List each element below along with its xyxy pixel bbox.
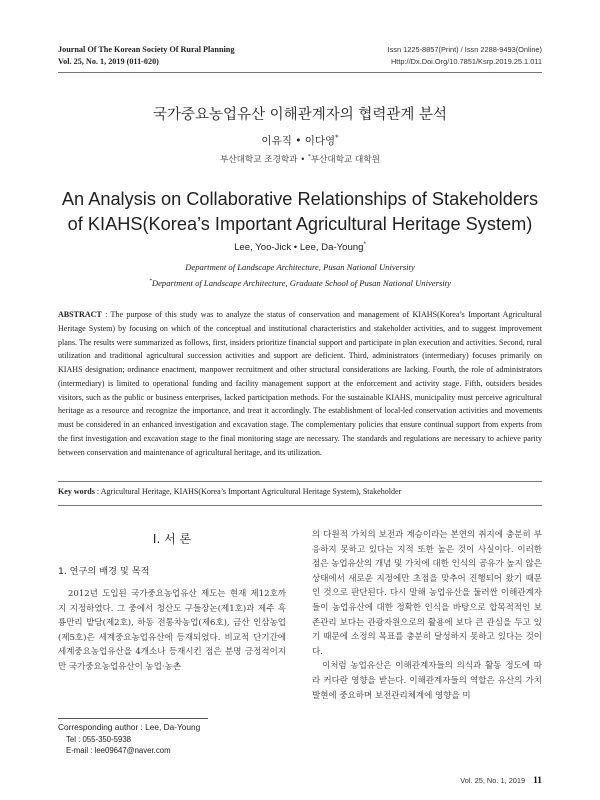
keywords-label: Key words (58, 487, 95, 496)
english-affiliation-mark: * (149, 278, 152, 284)
journal-name: Journal Of The Korean Society Of Rural Planning (58, 45, 235, 54)
english-title: An Analysis on Collaborative Relationships of Stakeholders of KIAHS(Korea’s Important Agricultural Heritage System) (61, 189, 539, 234)
english-affiliation-1: Department of Landscape Architecture, Pusan National University (185, 262, 415, 272)
page-footer (460, 776, 542, 786)
issn-doi-block (388, 44, 542, 67)
doi-line[interactable]: Http://Dx.Doi.Org/10.7851/Ksrp.2019.25.1.011 (390, 56, 542, 66)
abstract-label: ABSTRACT (58, 310, 102, 319)
english-author-mark: * (363, 241, 366, 248)
journal-header (58, 44, 234, 67)
abstract-text: : The purpose of this study was to analyze the status of conservation and management of KIAHS(Korea’s Important Agricultural Heritage System) by focusing on which of the conceptual and institutional characteristics and stakeholder activities, and to suggest improvement plans. The results were summarized as follows, first, insiders prioritize financial support and participate in plan execution and activities. Second, rural utilization and traditional agricultural succession activities and support are deficient. Third, administrators (intermediary) focuses primarily on KIAHS designation; ordinance enactment, manpower recruitment and other structural considerations are lacking. Fourth, the role of administrators (intermediary) is limited to operational funding and facility management support at the enforcement and activity stage. Fifth, outsiders besides visitors, such as the public or business enterprises, lacked participation methods. For the sustainable KIAHS, municipality must perceive agricultural heritage as a resource and recognize the importance, and treat it accordingly. The establishment of local-led conservation activities and movements must be considered in an enhanced investigation and excavation stage. The complementary policies that ensure continual support from experts from the first investigation and excavation stage to the final monitoring stage are necessary. The standards and regulations are necessary to achieve parity between conservation and maintenance of agricultural heritage, and its utilization. (58, 310, 542, 457)
footnote-rule (58, 718, 208, 719)
keywords (58, 487, 542, 496)
korean-affiliation-1: 부산대학교 조경학과 • (220, 155, 309, 165)
footer-issue: Vol. 25, No. 1, 2019 (460, 776, 526, 785)
left-column-paragraph: 2012년 도입된 국가중요농업유산 제도는 현재 제12호까지 지정하였다. 그 중에서 청산도 구들장논(제1호)과 제주 흑룡만리 밭담(제2호), 하동 전통차농업(제6호), 금산 인삼농업(제5호)은 세계중요농업유산에 등재되었다. 비교적 단기간에 세계중요농업유산을 4개소나 등재시킨 점은 분명 긍정적이지만 국가중요농업유산이 농업·농촌 (58, 589, 286, 672)
keywords-bottom-rule (58, 505, 542, 506)
keywords-text: : Agricultural Heritage, KIAHS(Korea’s Important Agricultural Heritage System), Stakeholder (94, 487, 402, 496)
email[interactable]: E-mail : lee09647@naver.com (66, 746, 171, 755)
abstract (58, 308, 542, 459)
english-affiliations (0, 260, 600, 290)
korean-affiliation (0, 153, 600, 165)
subsection-heading: 1. 연구의 배경 및 목적 (58, 566, 150, 577)
english-affiliation-2: Department of Landscape Architecture, Graduate School of Pusan National University (151, 277, 451, 288)
english-authors (0, 241, 600, 253)
right-column-paragraph-2: 이처럼 농업유산은 이해관계자들의 의식과 활동 정도에 따라 커다란 영향을 받는다. 이해관계자들의 역할은 유산의 가치 발현에 중요하며 보전관리체계에 영향을 미 (312, 661, 542, 701)
korean-title: 국가중요농업유산 이해관계자의 협력관계 분석 (153, 107, 447, 123)
header-rule (58, 72, 542, 73)
korean-affiliation-2: 부산대학교 대학원 (310, 155, 380, 165)
korean-affiliation-mark: * (308, 154, 311, 161)
left-column (58, 587, 286, 675)
corresponding-author-footnote (58, 722, 200, 757)
volume-line: Vol. 25, No. 1, 2019 (011-020) (58, 56, 159, 66)
keywords-top-rule (58, 481, 542, 482)
right-column (312, 528, 542, 703)
english-author-names: Lee, Yoo-Jick • Lee, Da-Young (234, 242, 364, 254)
issn-line: Issn 1225-8857(Print) / Issn 2288-9493(Online) (387, 45, 542, 54)
page-number: 11 (533, 776, 542, 786)
corresponding-author: Corresponding author : Lee, Da-Young (58, 722, 201, 732)
korean-authors (0, 133, 600, 148)
english-affiliation-2-line (0, 274, 600, 290)
right-column-paragraph-1: 의 다원적 가치의 보전과 계승이라는 본연의 취지에 충분히 부응하지 못하고 있다는 지적 또한 높은 것이 사실이다. 이러한 점은 농업유산의 개념 및 가치에 대한 인식의 공유가 높지 않은 상태에서 새로운 지정에만 초점을 맞추어 진행되어 왔기 때문인 것으로 판단된다. 다시 말해 농업유산을 둘러싼 이해관계자들이 농업유산에 대한 정확한 인식을 바탕으로 합목적적인 보존관리 보다는 관광자원으로의 활용에 보다 큰 관심을 두고 있기 때문에 소정의 목표를 충분히 달성하지 못하고 있다는 것이다. (312, 530, 542, 657)
telephone: Tel : 055-350-5938 (66, 734, 132, 744)
korean-author-mark: * (335, 133, 339, 142)
korean-author-names: 이유직 • 이다영 (261, 135, 336, 147)
section-heading-introduction: Ⅰ. 서 론 (152, 532, 192, 546)
